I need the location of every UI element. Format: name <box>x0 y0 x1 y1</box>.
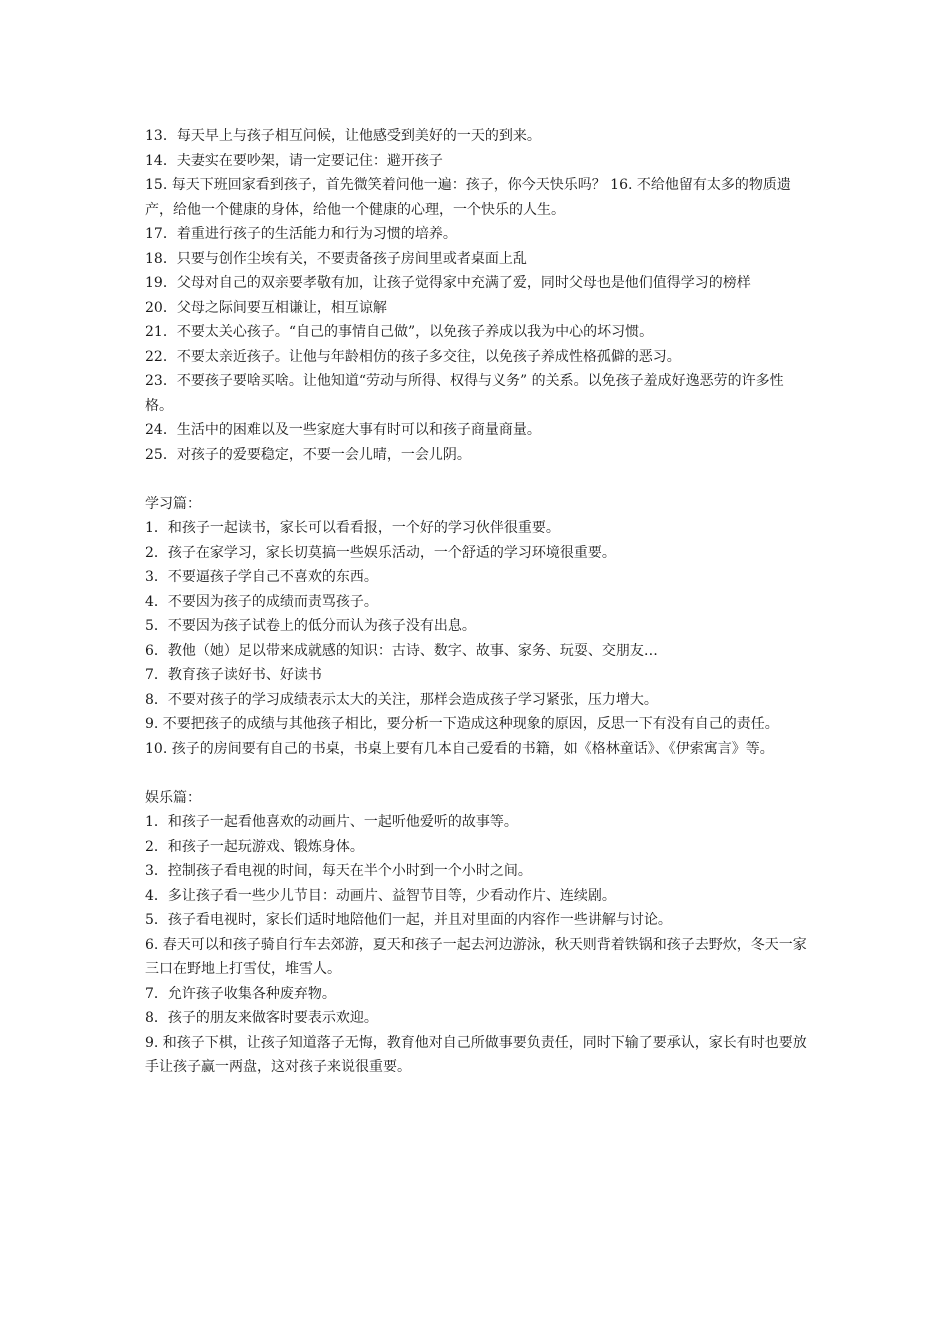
list-item: 14．夫妻实在要吵架，请一定要记住：避开孩子 <box>145 152 443 169</box>
list-item: 6．教他（她）足以带来成就感的知识：古诗、数字、故事、家务、玩耍、交朋友… <box>145 642 658 659</box>
list-item: 25．对孩子的爱要稳定，不要一会儿晴，一会儿阴。 <box>145 446 471 463</box>
list-item: 2．孩子在家学习，家长切莫搞一些娱乐活动，一个舒适的学习环境很重要。 <box>145 544 616 561</box>
list-item: 20．父母之际间要互相谦让，相互谅解 <box>145 299 387 316</box>
list-item: 3．控制孩子看电视的时间，每天在半个小时到一个小时之间。 <box>145 863 532 879</box>
list-item: 17．着重进行孩子的生活能力和行为习惯的培养。 <box>145 226 457 242</box>
list-item: 4．不要因为孩子的成绩而责骂孩子。 <box>145 593 378 610</box>
play-section <box>145 786 810 1080</box>
section-spacer <box>145 761 810 786</box>
list-item: 15. 每天下班回家看到孩子，首先微笑着问他一遍：孩子，你今天快乐吗？ 16. 不给他留有太多的物质遗产，给他一个健康的身体，给他一个健康的心理，一个快乐的人生。 <box>145 177 791 218</box>
list-item: 6. 春天可以和孩子骑自行车去郊游，夏天和孩子一起去河边游泳，秋天则背着铁锅和孩子去野炊，冬天一家三口在野地上打雪仗，堆雪人。 <box>145 936 807 977</box>
list-item: 1．和孩子一起读书，家长可以看看报，一个好的学习伙伴很重要。 <box>145 520 560 536</box>
list-item: 2．和孩子一起玩游戏、锻炼身体。 <box>145 838 364 855</box>
list-item: 7．教育孩子读好书、好读书 <box>145 667 322 683</box>
list-item: 22．不要太亲近孩子。让他与年龄相仿的孩子多交往，以免孩子养成性格孤僻的恶习。 <box>145 348 681 365</box>
list-item: 1．和孩子一起看他喜欢的动画片、一起听他爱听的故事等。 <box>145 814 518 830</box>
study-section <box>145 492 810 762</box>
list-item: 8．孩子的朋友来做客时要表示欢迎。 <box>145 1010 378 1026</box>
study-heading: 学习篇： <box>145 495 201 512</box>
list-item: 7．允许孩子收集各种废弃物。 <box>145 985 336 1002</box>
list-item: 21．不要太关心孩子。“自己的事情自己做”，以免孩子养成以我为中心的坏习惯。 <box>145 324 654 340</box>
list-item: 9. 不要把孩子的成绩与其他孩子相比，要分析一下造成这种现象的原因，反思一下有没有自己的责任。 <box>145 716 779 732</box>
intro-list <box>145 124 810 467</box>
list-item: 18．只要与创作尘埃有关，不要责备孩子房间里或者桌面上乱 <box>145 250 527 267</box>
list-item: 5．孩子看电视时，家长们适时地陪他们一起，并且对里面的内容作一些讲解与讨论。 <box>145 912 672 928</box>
list-item: 5．不要因为孩子试卷上的低分而认为孩子没有出息。 <box>145 618 476 634</box>
list-item: 13．每天早上与孩子相互问候，让他感受到美好的一天的到来。 <box>145 128 541 144</box>
list-item: 24．生活中的困难以及一些家庭大事有时可以和孩子商量商量。 <box>145 422 541 438</box>
list-item: 4．多让孩子看一些少儿节目：动画片、益智节目等，少看动作片、连续剧。 <box>145 887 616 904</box>
list-item: 9. 和孩子下棋，让孩子知道落子无悔，教育他对自己所做事要负责任，同时下输了要承认，家长有时也要放手让孩子赢一两盘，这对孩子来说很重要。 <box>145 1034 807 1075</box>
list-item: 10. 孩子的房间要有自己的书桌，书桌上要有几本自己爱看的书籍，如《格林童话》、《伊索寓言》等。 <box>145 740 774 757</box>
list-item: 19．父母对自己的双亲要孝敬有加，让孩子觉得家中充满了爱，同时父母也是他们值得学习的榜样 <box>145 275 751 291</box>
list-item: 23．不要孩子要啥买啥。让他知道“劳动与所得、权得与义务” 的关系。以免孩子羞成好逸恶劳的许多性格。 <box>145 373 784 414</box>
section-spacer <box>145 467 810 492</box>
list-item: 3．不要逼孩子学自己不喜欢的东西。 <box>145 569 378 585</box>
play-heading: 娱乐篇： <box>145 789 201 806</box>
list-item: 8．不要对孩子的学习成绩表示太大的关注，那样会造成孩子学习紧张，压力增大。 <box>145 691 658 708</box>
document-page <box>145 124 810 1080</box>
